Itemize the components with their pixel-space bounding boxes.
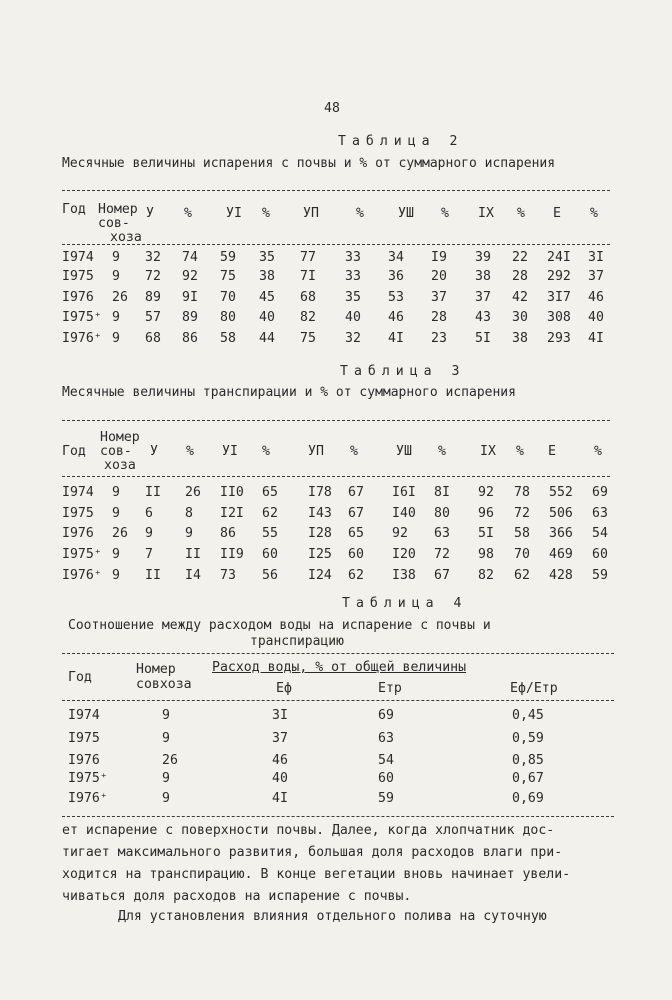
table-cell: I43 bbox=[308, 506, 332, 521]
table-cell: 9 bbox=[162, 708, 170, 723]
table-cell: 40 bbox=[345, 310, 361, 325]
table-cell: 33 bbox=[345, 250, 361, 265]
column-header: % bbox=[594, 444, 602, 459]
table-cell: 60 bbox=[262, 547, 278, 562]
table-cell: 92 bbox=[478, 485, 494, 500]
table-cell: 63 bbox=[378, 731, 394, 746]
table-cell: I976⁺ bbox=[68, 791, 108, 806]
table-cell: 34 bbox=[388, 250, 404, 265]
table-cell: 82 bbox=[300, 310, 316, 325]
table-cell: 35 bbox=[259, 250, 275, 265]
table-cell: 74 bbox=[182, 250, 198, 265]
column-header: УП bbox=[303, 206, 319, 221]
table-cell: 9 bbox=[185, 526, 193, 541]
column-header: % bbox=[590, 206, 598, 221]
table-cell: 67 bbox=[434, 568, 450, 583]
table-cell: 9 bbox=[112, 310, 120, 325]
table-cell: 72 bbox=[434, 547, 450, 562]
table-cell: 70 bbox=[514, 547, 530, 562]
table4-header-farm-1: Номер bbox=[136, 662, 176, 677]
table-cell: I25 bbox=[308, 547, 332, 562]
table-cell: 292 bbox=[547, 269, 571, 284]
table-cell: 38 bbox=[475, 269, 491, 284]
column-header: УI bbox=[226, 206, 242, 221]
column-header: % bbox=[262, 444, 270, 459]
table-cell: 0,45 bbox=[512, 708, 544, 723]
table-cell: 46 bbox=[588, 290, 604, 305]
table-cell: 73 bbox=[220, 568, 236, 583]
table2-header-year: Год bbox=[62, 202, 86, 217]
table-cell: 8I bbox=[434, 485, 450, 500]
table-cell: 0,85 bbox=[512, 753, 544, 768]
table-cell: 37 bbox=[588, 269, 604, 284]
table-cell: 26 bbox=[162, 753, 178, 768]
table-cell: 72 bbox=[514, 506, 530, 521]
table-cell: 0,59 bbox=[512, 731, 544, 746]
table-cell: 9 bbox=[112, 331, 120, 346]
table-cell: 62 bbox=[262, 506, 278, 521]
table-cell: I976 bbox=[62, 290, 94, 305]
table-cell: II bbox=[185, 547, 201, 562]
table-cell: 57 bbox=[145, 310, 161, 325]
table-cell: 4I bbox=[588, 331, 604, 346]
column-header: % bbox=[186, 444, 194, 459]
table-cell: 89 bbox=[145, 290, 161, 305]
table-cell: 86 bbox=[220, 526, 236, 541]
column-header: % bbox=[262, 206, 270, 221]
table-cell: 75 bbox=[220, 269, 236, 284]
table-cell: 9 bbox=[112, 485, 120, 500]
table-cell: 293 bbox=[547, 331, 571, 346]
table-cell: 37 bbox=[431, 290, 447, 305]
table-cell: I2I bbox=[220, 506, 244, 521]
table-cell: 9 bbox=[162, 791, 170, 806]
table-cell: 39 bbox=[475, 250, 491, 265]
table4-top-rule bbox=[62, 653, 614, 654]
table-cell: 552 bbox=[549, 485, 573, 500]
table-cell: 469 bbox=[549, 547, 573, 562]
table-cell: I78 bbox=[308, 485, 332, 500]
table-cell: I6I bbox=[392, 485, 416, 500]
table-cell: 3I bbox=[588, 250, 604, 265]
table-cell: 308 bbox=[547, 310, 571, 325]
table-cell: 6 bbox=[145, 506, 153, 521]
table-cell: 72 bbox=[145, 269, 161, 284]
table3-header-farm-1: Номер bbox=[100, 430, 140, 445]
table-cell: 54 bbox=[592, 526, 608, 541]
table-cell: 75 bbox=[300, 331, 316, 346]
table-cell: 37 bbox=[475, 290, 491, 305]
table4-header-consumption: Расход воды, % от общей величины bbox=[212, 660, 467, 675]
column-header: Е bbox=[553, 206, 561, 221]
table-cell: 63 bbox=[592, 506, 608, 521]
table-cell: 9 bbox=[162, 771, 170, 786]
table-cell: 56 bbox=[262, 568, 278, 583]
table-cell: 38 bbox=[512, 331, 528, 346]
table-cell: II0 bbox=[220, 485, 244, 500]
table-cell: 58 bbox=[220, 331, 236, 346]
table3-header-farm-2: сов- bbox=[100, 444, 132, 459]
table-cell: 0,67 bbox=[512, 771, 544, 786]
table-cell: I975⁺ bbox=[62, 547, 102, 562]
table-cell: 3I bbox=[272, 708, 288, 723]
table-cell: 5I bbox=[478, 526, 494, 541]
column-header: УШ bbox=[396, 444, 412, 459]
table-cell: 58 bbox=[514, 526, 530, 541]
table-cell: 9 bbox=[145, 526, 153, 541]
table-cell: 9 bbox=[112, 269, 120, 284]
table-cell: 22 bbox=[512, 250, 528, 265]
table-cell: 53 bbox=[388, 290, 404, 305]
column-header: % bbox=[184, 206, 192, 221]
table-cell: 62 bbox=[348, 568, 364, 583]
column-header: % bbox=[517, 206, 525, 221]
table3-header-rule bbox=[62, 476, 610, 477]
table-cell: I24 bbox=[308, 568, 332, 583]
table-cell: 7 bbox=[145, 547, 153, 562]
table-cell: 80 bbox=[434, 506, 450, 521]
column-header: % bbox=[441, 206, 449, 221]
table-cell: I975 bbox=[68, 731, 100, 746]
table-cell: I976⁺ bbox=[62, 568, 102, 583]
table-cell: 23 bbox=[431, 331, 447, 346]
table-cell: 92 bbox=[392, 526, 408, 541]
column-header: УП bbox=[308, 444, 324, 459]
table-cell: 9 bbox=[112, 506, 120, 521]
table2-header-farm-3: хоза bbox=[110, 230, 142, 245]
column-header: У bbox=[146, 206, 154, 221]
table-cell: 82 bbox=[478, 568, 494, 583]
table-cell: I975 bbox=[62, 269, 94, 284]
column-header: IX bbox=[480, 444, 496, 459]
column-header: % bbox=[350, 444, 358, 459]
column-header: У bbox=[150, 444, 158, 459]
table-cell: 33 bbox=[345, 269, 361, 284]
table2-title: Месячные величины испарения с почвы и % от суммарного испарения bbox=[62, 156, 556, 171]
table-cell: 506 bbox=[549, 506, 573, 521]
table-cell: 59 bbox=[220, 250, 236, 265]
table2-top-rule bbox=[62, 190, 610, 191]
table-cell: 26 bbox=[112, 526, 128, 541]
table-cell: 428 bbox=[549, 568, 573, 583]
table4-header-ratio: Еф/Етр bbox=[510, 681, 558, 696]
table-cell: 9 bbox=[112, 547, 120, 562]
paragraph2-line-1: Для установления влияния отдельного полива на суточную bbox=[118, 909, 547, 924]
table-cell: 96 bbox=[478, 506, 494, 521]
table-cell: I9 bbox=[431, 250, 447, 265]
table-cell: 55 bbox=[262, 526, 278, 541]
table-cell: 65 bbox=[348, 526, 364, 541]
table-cell: 89 bbox=[182, 310, 198, 325]
table-cell: 32 bbox=[345, 331, 361, 346]
table-cell: 32 bbox=[145, 250, 161, 265]
table-cell: 60 bbox=[592, 547, 608, 562]
paragraph-line-3: ходится на транспирацию. В конце вегетации вновь начинает увели- bbox=[62, 867, 571, 882]
table-cell: I40 bbox=[392, 506, 416, 521]
table3-header-farm-3: хоза bbox=[104, 458, 136, 473]
table-cell: I976⁺ bbox=[62, 331, 102, 346]
table-cell: 70 bbox=[220, 290, 236, 305]
table-cell: 60 bbox=[348, 547, 364, 562]
table-cell: 63 bbox=[434, 526, 450, 541]
table-cell: I38 bbox=[392, 568, 416, 583]
table-cell: 30 bbox=[512, 310, 528, 325]
table4-header-ef: Еф bbox=[276, 681, 292, 696]
table-cell: 59 bbox=[378, 791, 394, 806]
table-cell: 36 bbox=[388, 269, 404, 284]
column-header: IX bbox=[478, 206, 494, 221]
column-header: Е bbox=[548, 444, 556, 459]
table-cell: 7I bbox=[300, 269, 316, 284]
table-cell: 4I bbox=[388, 331, 404, 346]
table-cell: 92 bbox=[182, 269, 198, 284]
table-cell: 46 bbox=[272, 753, 288, 768]
column-header: % bbox=[438, 444, 446, 459]
table-cell: 80 bbox=[220, 310, 236, 325]
table-cell: 0,69 bbox=[512, 791, 544, 806]
table-cell: I974 bbox=[68, 708, 100, 723]
table-cell: 62 bbox=[514, 568, 530, 583]
table-cell: 3I7 bbox=[547, 290, 571, 305]
table-cell: 9 bbox=[112, 568, 120, 583]
table-cell: II bbox=[145, 568, 161, 583]
table-cell: 98 bbox=[478, 547, 494, 562]
table4-header-farm-2: совхоза bbox=[136, 677, 192, 692]
table-cell: 77 bbox=[300, 250, 316, 265]
table-cell: 9 bbox=[162, 731, 170, 746]
table-cell: I976 bbox=[68, 753, 100, 768]
table4-label: Таблица 4 bbox=[342, 596, 468, 611]
column-header: % bbox=[356, 206, 364, 221]
table-cell: I975⁺ bbox=[68, 771, 108, 786]
table-cell: 40 bbox=[588, 310, 604, 325]
table-cell: 9I bbox=[182, 290, 198, 305]
column-header: УШ bbox=[398, 206, 414, 221]
table3-header-year: Год bbox=[62, 444, 86, 459]
table-cell: II bbox=[145, 485, 161, 500]
table4-bottom-rule bbox=[62, 816, 614, 817]
table-cell: 28 bbox=[512, 269, 528, 284]
table2-header-farm-1: Номер bbox=[98, 202, 138, 217]
table-cell: 45 bbox=[259, 290, 275, 305]
table-cell: 69 bbox=[592, 485, 608, 500]
table-cell: 43 bbox=[475, 310, 491, 325]
table-cell: 37 bbox=[272, 731, 288, 746]
table-cell: 40 bbox=[259, 310, 275, 325]
table-cell: 28 bbox=[431, 310, 447, 325]
table-cell: 60 bbox=[378, 771, 394, 786]
table-cell: 26 bbox=[185, 485, 201, 500]
table-cell: 68 bbox=[145, 331, 161, 346]
table3-top-rule bbox=[62, 420, 610, 421]
table-cell: I4 bbox=[185, 568, 201, 583]
paragraph-line-1: ет испарение с поверхности почвы. Далее, когда хлопчатник дос- bbox=[62, 823, 555, 838]
table-cell: 69 bbox=[378, 708, 394, 723]
paragraph-line-4: чиваться доля расходов на испарение с почвы. bbox=[62, 889, 412, 904]
table-cell: 59 bbox=[592, 568, 608, 583]
table3-title: Месячные величины транспирации и % от суммарного испарения bbox=[62, 385, 516, 400]
table4-header-etr: Етр bbox=[378, 681, 402, 696]
table3-label: Таблица 3 bbox=[340, 364, 466, 379]
table-cell: 78 bbox=[514, 485, 530, 500]
table-cell: 54 bbox=[378, 753, 394, 768]
table-cell: I28 bbox=[308, 526, 332, 541]
table2-label: Таблица 2 bbox=[338, 134, 464, 149]
table4-title-line1: Соотношение между расходом воды на испарение с почвы и bbox=[68, 618, 491, 633]
table-cell: I20 bbox=[392, 547, 416, 562]
table4-header-rule bbox=[62, 700, 614, 701]
table-cell: II9 bbox=[220, 547, 244, 562]
table-cell: 68 bbox=[300, 290, 316, 305]
table-cell: I974 bbox=[62, 485, 94, 500]
table-cell: 40 bbox=[272, 771, 288, 786]
table-cell: 9 bbox=[112, 250, 120, 265]
paragraph-line-2: тигает максимального развития, большая доля расходов влаги при- bbox=[62, 845, 563, 860]
table4-header-year: Год bbox=[68, 670, 92, 685]
table-cell: I976 bbox=[62, 526, 94, 541]
table-cell: I975 bbox=[62, 506, 94, 521]
table-cell: 26 bbox=[112, 290, 128, 305]
column-header: УI bbox=[222, 444, 238, 459]
table-cell: 35 bbox=[345, 290, 361, 305]
table-cell: 42 bbox=[512, 290, 528, 305]
table2-header-rule bbox=[62, 244, 610, 245]
table-cell: 366 bbox=[549, 526, 573, 541]
table-cell: 24I bbox=[547, 250, 571, 265]
table-cell: 38 bbox=[259, 269, 275, 284]
table-cell: 4I bbox=[272, 791, 288, 806]
table-cell: 46 bbox=[388, 310, 404, 325]
table-cell: 65 bbox=[262, 485, 278, 500]
table4-title-line2: транспирацию bbox=[250, 634, 344, 649]
table-cell: I975⁺ bbox=[62, 310, 102, 325]
table-cell: 8 bbox=[185, 506, 193, 521]
table-cell: 20 bbox=[431, 269, 447, 284]
table-cell: I974 bbox=[62, 250, 94, 265]
page-number: 48 bbox=[324, 101, 340, 116]
table-cell: 67 bbox=[348, 485, 364, 500]
table-cell: 44 bbox=[259, 331, 275, 346]
table-cell: 67 bbox=[348, 506, 364, 521]
column-header: % bbox=[516, 444, 524, 459]
table2-header-farm-2: сов- bbox=[98, 216, 130, 231]
table-cell: 86 bbox=[182, 331, 198, 346]
table-cell: 5I bbox=[475, 331, 491, 346]
